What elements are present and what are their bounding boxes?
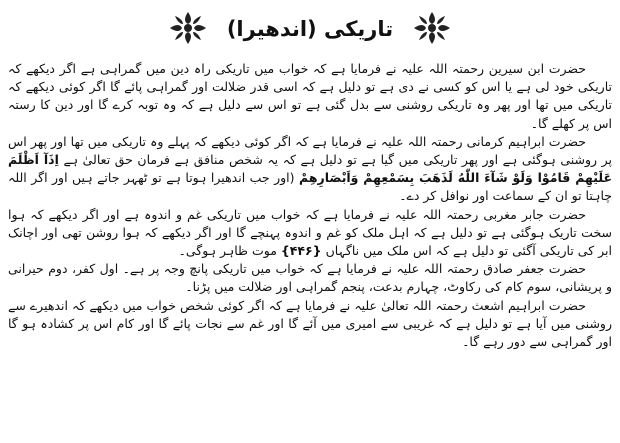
verse-translation: (اور جب اندھیرا ہوتا ہے تو ٹھہر جاتے ہیں اور اگر اللہ چاہتا تو ان کے سماعت اور نوافل کر دے۔ [8,170,612,204]
floral-ornament-icon [412,10,452,46]
page-title: تاریکی (اندھیرا) [226,17,394,41]
chapter-header [168,6,452,50]
reference-number: {۴۴۶} [280,243,322,259]
paragraph-jafar-sadiq: حضرت جعفر صادق رحمتہ اللہ علیہ نے فرمایا ہے کہ خواب میں تاریکی پانچ وجہ پر ہے۔ اول کفر، دوم حیرانی و پریشانی، سوم کام کی رکاوٹ، چہارم بدعت، پنجم گمراہی اور ضلالت میں پڑنا۔ [8,261,612,295]
paragraph-ibrahim-ashath: حضرت ابراہیم اشعث رحمتہ اللہ تعالیٰ علیہ نے فرمایا ہے کہ اگر کوئی شخص خواب میں دیکھے کہ اندھیرے سے روشنی میں آیا ہے تو دلیل ہے کہ غریبی سے امیری میں آئے گا اور غم سے نجات پائے گا اور کام اس پر کشادہ ہو گا اور گمراہی سے دور رہے گا۔ [8,297,612,350]
floral-ornament-icon [168,10,208,46]
paragraph-ibn-sirin: حضرت ابن سیرین رحمتہ اللہ علیہ نے فرمایا ہے کہ خواب میں تاریکی راہ دین میں گمراہی ہے اگر دیکھے کہ تاریکی خود لی ہے یا اس کو کسی نے دی ہے تو دلیل ہے کہ اسی قدر ضلالت اور گمراہی پائے گا اگر کوئی دیکھے کہ تاریکی میں تھا اور پھر وہ تاریکی روشنی سے بدل گئی ہے تو اس سے دلیل ہے کہ وہ توبہ کرے گا اور دین کا رستہ اس پر کھلے گا۔ [8,61,612,131]
paragraph-text: موت ظاہر ہوگی۔ [178,243,277,259]
quran-verse: اِذَآ اَظْلَمَ عَلَيْهِمْ قَامُوْا وَلَوْ شَآءَ اللّٰهُ لَذَهَبَ بِسَمْعِهِمْ وَاَبْصَارِهِمْ [8,152,612,186]
article-body [8,60,612,438]
paragraph-ibrahim-kirmani [8,133,612,206]
paragraph-text: حضرت جابر مغربی رحمتہ اللہ علیہ نے فرمایا ہے کہ خواب میں تاریکی غم و اندوہ ہے اور اگر دیکھے کہ ہوا سخت تاریک ہوگئی ہے تو دلیل ہے کہ اہل ملک کو غم و اندوہ پہنچے گا اور اگر دیکھے کہ ہوا روشن تھی اور اچانک ابر کی تاریکی آگئی تو دلیل ہے کہ اس ملک میں ناگہاں [8,206,612,259]
paragraph-jabir-maghribi [8,206,612,261]
paragraph-text: حضرت ابراہیم کرمانی رحمتہ اللہ علیہ نے فرمایا ہے کہ اگر کوئی دیکھے کہ پہلے وہ تاریکی میں تھا اور پھر اس پر روشنی ہوگئی ہے اور پھر تاریکی میں گیا ہے تو دلیل ہے کہ یہ شخص منافق ہے فرمان حق تعالیٰ ہے [8,133,612,168]
